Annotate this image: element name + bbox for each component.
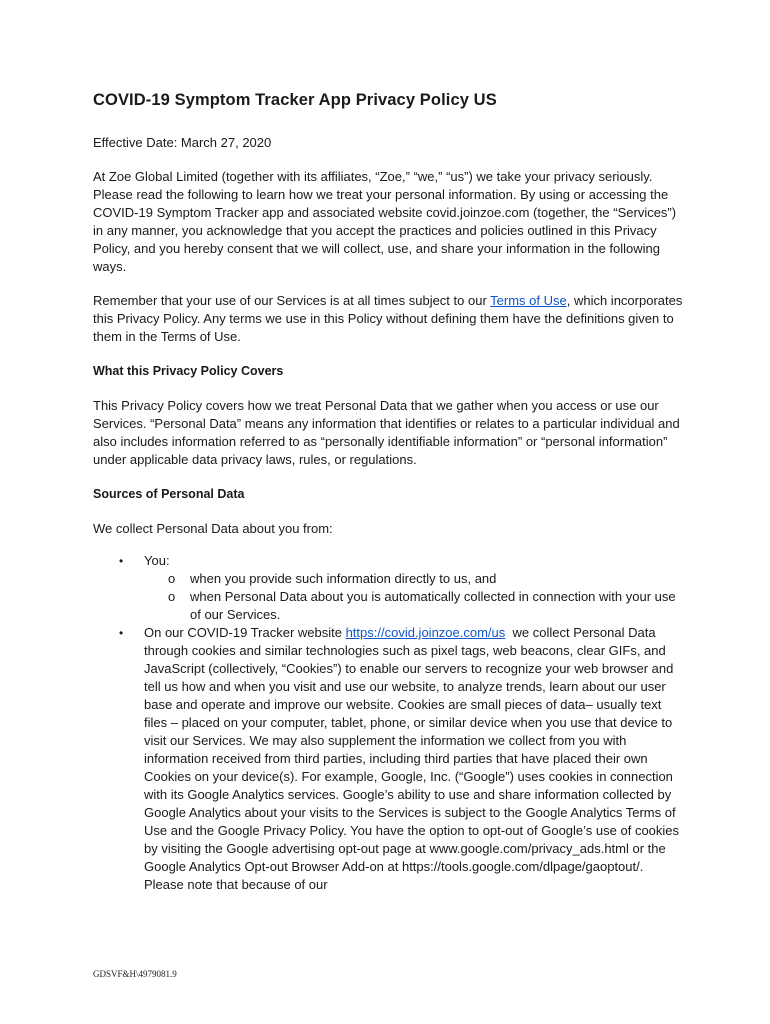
sub-item-text: when you provide such information directly to us, and	[190, 571, 497, 586]
bullet-icon: •	[119, 626, 124, 640]
circle-bullet-icon: o	[168, 571, 176, 586]
sub-list-item	[144, 570, 685, 588]
sub-list	[144, 570, 685, 624]
bullet-icon: •	[119, 554, 124, 568]
sub-list-item	[144, 588, 685, 624]
remember-paragraph	[93, 292, 685, 346]
bullet-text-before: On our COVID-19 Tracker website	[144, 625, 346, 640]
tracker-website-link[interactable]: https://covid.joinzoe.com/us	[345, 625, 506, 640]
effective-date: Effective Date: March 27, 2020	[93, 135, 272, 150]
circle-bullet-icon: o	[168, 589, 176, 604]
coverage-paragraph: This Privacy Policy covers how we treat Personal Data that we gather when you access or use our Services. “Personal Data” means any information that identifies or relates to a particular individual and also includes information referred to as “personally identifiable information” or “personal information” under applicable data privacy laws, rules, or regulations.	[93, 398, 680, 467]
section-heading-coverage: What this Privacy Policy Covers	[93, 364, 284, 378]
remember-text-before: Remember that your use of our Services is at all times subject to our	[93, 293, 491, 308]
sub-item-text: when Personal Data about you is automatically collected in connection with your use of our Services.	[190, 589, 676, 622]
list-item	[93, 624, 685, 894]
list-item	[93, 552, 685, 624]
intro-paragraph: At Zoe Global Limited (together with its affiliates, “Zoe,” “we,” “us”) we take your privacy seriously. Please read the following to learn how we treat your personal information. By using or accessing the COVID-19 Symptom Tracker app and associated website covid.joinzoe.com (together, the “Services”) in any manner, you acknowledge that you accept the practices and policies outlined in this Privacy Policy, and you hereby consent that we will collect, use, and share your information in the following ways.	[93, 169, 677, 274]
document-page	[93, 88, 685, 894]
sources-list	[93, 552, 685, 894]
remember-text-after: , which incorporates this Privacy Policy. Any terms we use in this Policy without defining them have the definitions given to them in the Terms of Use.	[93, 293, 683, 344]
terms-of-use-link[interactable]: Terms of Use	[490, 293, 567, 308]
bullet-label: You:	[144, 553, 170, 568]
page-title: COVID-19 Symptom Tracker App Privacy Policy US	[93, 91, 497, 109]
bullet-text-after: we collect Personal Data through cookies and similar technologies such as pixel tags, web beacons, clear GIFs, and JavaScript (collectively, “Cookies”) to enable our servers to recognize your web browser and tell us how and when you visit and use our website, to analyze trends, learn about our user base and operate and improve our website. Cookies are small pieces of data– usually text files – placed on your computer, tablet, phone, or similar device when you use that device to visit our Services. We may also supplement the information we collect from you with information received from third parties, including third parties that have placed their own Cookies on your device(s). For example, Google, Inc. (“Google”) uses cookies in connection with its Google Analytics services. Google’s ability to use and share information collected by Google Analytics about your visits to the Services is subject to the Google Analytics Terms of Use and the Google Privacy Policy. You have the option to opt-out of Google’s use of cookies by visiting the Google advertising opt-out page at www.google.com/privacy_ads.html or the Google Analytics Opt-out Browser Add-on at https://tools.google.com/dlpage/gaoptout/. Please note that because of our	[144, 625, 683, 892]
footer-doc-id: GDSVF&H\4979081.9	[93, 969, 177, 979]
sources-intro: We collect Personal Data about you from:	[93, 521, 333, 536]
section-heading-sources: Sources of Personal Data	[93, 487, 245, 501]
